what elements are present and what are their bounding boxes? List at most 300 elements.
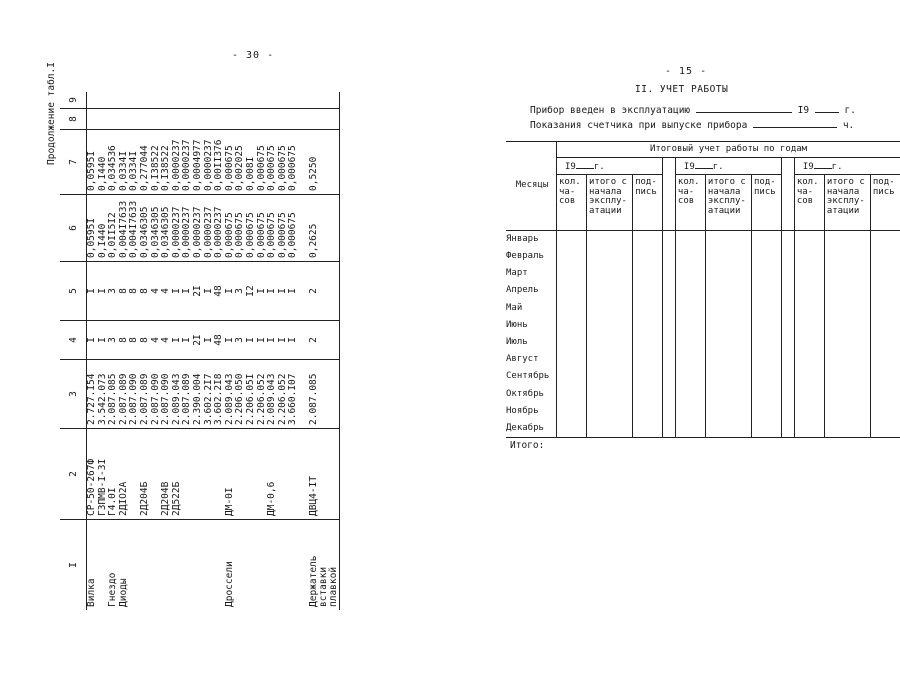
signature-cell[interactable] — [751, 386, 781, 403]
table-row — [193, 92, 204, 610]
cell-col-8 — [87, 109, 98, 130]
total-cell[interactable] — [824, 386, 870, 403]
cell-col-4: I — [182, 321, 193, 360]
cell-col-1 — [129, 520, 140, 611]
cell-col-3: 2.089.043 — [267, 360, 278, 429]
cell-col-7: 0,008I — [246, 130, 257, 195]
cell-col-6: 0,000675 — [257, 195, 268, 262]
hours-cell[interactable] — [675, 300, 705, 317]
total-label: Итого: — [510, 440, 545, 451]
hours-cell[interactable] — [794, 300, 824, 317]
hours-cell[interactable] — [794, 265, 824, 282]
cell-col-5: I — [182, 262, 193, 321]
total-cell[interactable] — [705, 334, 751, 351]
cell-col-4: 3 — [108, 321, 119, 360]
signature-cell[interactable] — [870, 386, 900, 403]
separator-cell — [781, 403, 794, 420]
table-header-row — [60, 92, 87, 610]
cell-col-7: 0,0334I — [129, 130, 140, 195]
cell-col-1: Дроссели — [223, 561, 235, 607]
total-since-start-subheader: итого с начала эксплу- атации — [705, 175, 751, 231]
cell-col-9 — [87, 92, 98, 109]
year-group-separator — [663, 158, 676, 231]
cell-col-3: 2.087.085 — [108, 360, 119, 429]
year-blank[interactable] — [814, 159, 832, 169]
hours-cell[interactable] — [794, 283, 824, 300]
separator-cell — [781, 351, 794, 368]
hours-cell[interactable] — [675, 420, 705, 438]
hours-cell[interactable] — [675, 265, 705, 282]
cell-col-4: I — [278, 321, 289, 360]
separator-cell — [663, 300, 676, 317]
cell-col-6: 0,0000237 — [172, 195, 183, 262]
cell-col-5: I — [98, 262, 109, 321]
cell-col-8 — [214, 109, 225, 130]
year-suffix: г. — [712, 162, 724, 173]
cell-col-4: I — [172, 321, 183, 360]
hours-cell[interactable] — [675, 386, 705, 403]
cell-col-5: I — [87, 262, 98, 321]
signature-cell[interactable] — [633, 231, 663, 249]
separator-cell — [663, 283, 676, 300]
cell-col-8 — [108, 109, 119, 130]
cell-col-8 — [257, 109, 268, 130]
signature-cell[interactable] — [751, 369, 781, 386]
cell-col-8 — [172, 109, 183, 130]
cell-col-1 — [151, 520, 162, 611]
cell-col-1 — [182, 520, 193, 611]
hours-cell[interactable] — [557, 386, 587, 403]
cell-col-1: Диоды — [117, 578, 129, 607]
cell-col-6: 0,0000237 — [182, 195, 193, 262]
signature-cell[interactable] — [870, 248, 900, 265]
signature-cell[interactable] — [751, 231, 781, 249]
year-header-3 — [794, 158, 900, 175]
cell-col-5: I — [225, 262, 236, 321]
cell-col-3: 2.206.052 — [257, 360, 268, 429]
cell-col-4: I — [87, 321, 98, 360]
cell-col-3: 2.390.004 — [193, 360, 204, 429]
month-label: Август — [506, 351, 557, 368]
hours-cell[interactable] — [557, 351, 587, 368]
cell-col-1 — [278, 520, 289, 611]
hours-cell[interactable] — [675, 369, 705, 386]
total-cell[interactable] — [587, 386, 633, 403]
separator-cell — [663, 317, 676, 334]
cell-col-6: 0,2625 — [309, 195, 340, 262]
cell-col-2 — [193, 429, 204, 520]
signature-cell[interactable] — [633, 386, 663, 403]
cell-col-2: Г4.0I — [108, 429, 119, 520]
total-cell[interactable] — [587, 231, 633, 249]
signature-cell[interactable] — [633, 351, 663, 368]
total-cell[interactable] — [705, 403, 751, 420]
cell-col-8 — [309, 109, 340, 130]
cell-col-3: 2.087.085 — [309, 360, 340, 429]
separator-cell — [781, 334, 794, 351]
month-label: Январь — [506, 231, 557, 249]
cell-col-4: I — [288, 321, 299, 360]
cell-col-5: 8 — [119, 262, 130, 321]
cell-col-9 — [182, 92, 193, 109]
cell-col-6: 0,0000237 — [214, 195, 225, 262]
cell-col-9 — [257, 92, 268, 109]
cell-col-8 — [182, 109, 193, 130]
cell-col-6: 0,0000237 — [193, 195, 204, 262]
total-cell[interactable] — [705, 248, 751, 265]
signature-cell[interactable] — [870, 283, 900, 300]
month-label: Март — [506, 265, 557, 282]
separator-cell — [781, 248, 794, 265]
cell-col-1 — [161, 520, 172, 611]
signature-cell[interactable] — [870, 369, 900, 386]
total-cell[interactable] — [705, 369, 751, 386]
cell-col-4: 48 — [214, 321, 225, 360]
cell-col-2: ДМ-0I — [225, 429, 236, 520]
components-table — [60, 92, 340, 610]
separator-cell — [781, 283, 794, 300]
cell-col-3: 2.206.05I — [246, 360, 257, 429]
year-suffix: г. — [593, 162, 605, 173]
cell-col-6: 0,000675 — [267, 195, 278, 262]
total-cell[interactable] — [824, 283, 870, 300]
signature-cell[interactable] — [633, 420, 663, 438]
signature-cell[interactable] — [870, 265, 900, 282]
column-header-7: 7 — [60, 130, 87, 195]
cell-col-3: 2.206.052 — [278, 360, 289, 429]
hours-cell[interactable] — [557, 369, 587, 386]
total-cell[interactable] — [587, 300, 633, 317]
total-cell[interactable] — [587, 248, 633, 265]
column-header-1: I — [60, 520, 87, 611]
cell-col-9 — [309, 92, 340, 109]
signature-cell[interactable] — [870, 231, 900, 249]
cell-col-5: 4 — [151, 262, 162, 321]
cell-col-1 — [288, 520, 299, 611]
total-cell[interactable] — [587, 283, 633, 300]
cell-col-4: I — [225, 321, 236, 360]
column-header-9: 9 — [60, 92, 87, 109]
table-continuation-label: Продолжение табл.I — [46, 62, 57, 165]
cell-col-4: I — [204, 321, 215, 360]
cell-col-7: 0,000675 — [278, 130, 289, 195]
signature-cell[interactable] — [870, 351, 900, 368]
signature-cell[interactable] — [751, 265, 781, 282]
separator-cell — [663, 248, 676, 265]
column-header-6: 6 — [60, 195, 87, 262]
month-row — [506, 300, 900, 317]
hours-cell[interactable] — [675, 403, 705, 420]
separator-cell — [663, 420, 676, 438]
hours-cell[interactable] — [557, 283, 587, 300]
signature-cell[interactable] — [751, 351, 781, 368]
cell-col-3: 3.542.073 — [98, 360, 109, 429]
signature-cell[interactable] — [870, 420, 900, 438]
signature-cell[interactable] — [751, 334, 781, 351]
month-row — [506, 265, 900, 282]
commissioning-date-blank[interactable] — [696, 103, 792, 113]
month-row — [506, 231, 900, 249]
total-cell[interactable] — [705, 265, 751, 282]
signature-cell[interactable] — [870, 334, 900, 351]
cell-col-9 — [235, 92, 246, 109]
cell-col-7: 0,0595I — [87, 130, 98, 195]
section-title: II. УЧЕТ РАБОТЫ — [635, 84, 729, 95]
signature-cell[interactable] — [751, 248, 781, 265]
cell-col-4: 8 — [119, 321, 130, 360]
cell-col-3: 3.660.I07 — [288, 360, 299, 429]
hours-cell[interactable] — [557, 265, 587, 282]
signature-cell[interactable] — [751, 283, 781, 300]
table-row — [140, 92, 151, 610]
column-header-2: 2 — [60, 429, 87, 520]
cell-col-2 — [246, 429, 257, 520]
cell-col-8 — [98, 109, 109, 130]
cell-col-7: 0,0004977 — [193, 130, 204, 195]
cell-col-9 — [214, 92, 225, 109]
cell-col-5: 3 — [235, 262, 246, 321]
signature-cell[interactable] — [633, 369, 663, 386]
total-cell[interactable] — [824, 265, 870, 282]
column-header-8: 8 — [60, 109, 87, 130]
month-label: Сентябрь — [506, 369, 557, 386]
cell-col-8 — [299, 109, 310, 130]
month-label: Июнь — [506, 317, 557, 334]
total-cell[interactable] — [587, 369, 633, 386]
cell-col-5: I — [172, 262, 183, 321]
cell-col-8 — [151, 109, 162, 130]
signature-cell[interactable] — [633, 317, 663, 334]
cell-col-3: 2.087.089 — [182, 360, 193, 429]
total-cell[interactable] — [587, 420, 633, 438]
year-header-2 — [675, 158, 781, 175]
months-header: Месяцы — [506, 142, 557, 231]
total-cell[interactable] — [824, 248, 870, 265]
cell-col-6: 0,0346305 — [151, 195, 162, 262]
cell-col-2 — [278, 429, 289, 520]
cell-col-3: 2.087.090 — [161, 360, 172, 429]
right-page — [450, 0, 900, 696]
cell-col-7: 0,00II376 — [214, 130, 225, 195]
signature-cell[interactable] — [751, 420, 781, 438]
signature-cell[interactable] — [633, 283, 663, 300]
table-row — [246, 92, 257, 610]
total-cell[interactable] — [587, 317, 633, 334]
cell-col-8 — [119, 109, 130, 130]
cell-col-4: 4 — [151, 321, 162, 360]
commissioning-label: Прибор введен в эксплуатацию — [530, 105, 691, 116]
month-row — [506, 403, 900, 420]
commissioning-year-blank[interactable] — [815, 103, 839, 113]
total-cell[interactable] — [824, 369, 870, 386]
cell-col-1 — [204, 520, 215, 611]
cell-col-9 — [129, 92, 140, 109]
cell-col-8 — [204, 109, 215, 130]
separator-cell — [781, 386, 794, 403]
signature-cell[interactable] — [633, 334, 663, 351]
year-blank[interactable] — [695, 159, 713, 169]
total-cell[interactable] — [587, 334, 633, 351]
total-cell[interactable] — [824, 334, 870, 351]
hours-cell[interactable] — [794, 420, 824, 438]
month-label: Апрель — [506, 283, 557, 300]
table-row — [87, 92, 98, 610]
cell-col-8 — [235, 109, 246, 130]
hours-cell[interactable] — [675, 248, 705, 265]
cell-col-7: 0,0000237 — [204, 130, 215, 195]
year-group-separator — [781, 158, 794, 231]
cell-col-6: 0,000675 — [288, 195, 299, 262]
cell-col-6: 0,000675 — [278, 195, 289, 262]
year-prefix: I9 — [565, 162, 576, 173]
cell-col-3: 2.727.I54 — [87, 360, 98, 429]
month-row — [506, 248, 900, 265]
cell-col-1 — [246, 520, 257, 611]
cell-col-9 — [299, 92, 310, 109]
total-cell[interactable] — [587, 403, 633, 420]
hours-cell[interactable] — [675, 283, 705, 300]
total-cell[interactable] — [824, 317, 870, 334]
separator-cell — [663, 403, 676, 420]
signature-cell[interactable] — [751, 300, 781, 317]
hours-cell[interactable] — [557, 420, 587, 438]
table-row — [309, 92, 340, 610]
cell-col-5: I — [288, 262, 299, 321]
hours-cell[interactable] — [675, 334, 705, 351]
hours-cell[interactable] — [794, 334, 824, 351]
cell-col-4: I — [257, 321, 268, 360]
hours-cell[interactable] — [557, 317, 587, 334]
signature-cell[interactable] — [633, 265, 663, 282]
month-row — [506, 369, 900, 386]
hours-cell[interactable] — [557, 300, 587, 317]
separator-cell — [781, 231, 794, 249]
total-cell[interactable] — [824, 351, 870, 368]
cell-col-8 — [288, 109, 299, 130]
commissioning-year-suffix: г. — [844, 105, 856, 116]
cell-col-9 — [140, 92, 151, 109]
signature-cell[interactable] — [870, 403, 900, 420]
column-header-4: 4 — [60, 321, 87, 360]
hours-cell[interactable] — [794, 231, 824, 249]
hours-cell[interactable] — [557, 334, 587, 351]
cell-col-4: I — [98, 321, 109, 360]
hours-cell[interactable] — [794, 248, 824, 265]
hours-cell[interactable] — [794, 351, 824, 368]
hours-cell[interactable] — [794, 317, 824, 334]
month-row — [506, 283, 900, 300]
hours-cell[interactable] — [675, 317, 705, 334]
summary-header: Итоговый учет работы по годам — [557, 142, 900, 158]
cell-col-6: 0,0346305 — [161, 195, 172, 262]
total-cell[interactable] — [705, 317, 751, 334]
hours-cell[interactable] — [675, 351, 705, 368]
total-cell[interactable] — [705, 386, 751, 403]
hours-cell[interactable] — [675, 231, 705, 249]
cell-col-2 — [288, 429, 299, 520]
signature-subheader: под- пись — [870, 175, 900, 231]
counter-value-blank[interactable] — [753, 118, 837, 128]
hours-cell[interactable] — [794, 403, 824, 420]
page-number-left: - 30 - — [232, 50, 275, 61]
total-cell[interactable] — [824, 420, 870, 438]
total-cell[interactable] — [824, 403, 870, 420]
cell-col-7: 0,0000237 — [172, 130, 183, 195]
month-label: Ноябрь — [506, 403, 557, 420]
hours-cell[interactable] — [557, 403, 587, 420]
signature-cell[interactable] — [751, 317, 781, 334]
cell-col-7: 0,000675 — [288, 130, 299, 195]
total-cell[interactable] — [587, 265, 633, 282]
total-cell[interactable] — [705, 300, 751, 317]
total-cell[interactable] — [705, 283, 751, 300]
cell-col-8 — [193, 109, 204, 130]
cell-col-1: Держатель вставки плавкой — [309, 520, 340, 611]
total-cell[interactable] — [824, 231, 870, 249]
hours-cell[interactable] — [794, 369, 824, 386]
total-cell[interactable] — [705, 351, 751, 368]
signature-cell[interactable] — [633, 248, 663, 265]
cell-col-7: 0,034536 — [108, 130, 119, 195]
cell-col-9 — [193, 92, 204, 109]
cell-col-5: 3 — [108, 262, 119, 321]
cell-col-4: 8 — [140, 321, 151, 360]
cell-col-1 — [140, 520, 151, 611]
cell-col-7: 0,5250 — [309, 130, 340, 195]
separator-cell — [663, 369, 676, 386]
year-prefix: I9 — [802, 162, 814, 173]
signature-cell[interactable] — [870, 317, 900, 334]
cell-col-9 — [172, 92, 183, 109]
column-header-3: 3 — [60, 360, 87, 429]
cell-col-1 — [193, 520, 204, 611]
total-cell[interactable] — [705, 420, 751, 438]
cell-col-8 — [161, 109, 172, 130]
cell-col-6: 0,000675 — [235, 195, 246, 262]
cell-col-3: 2.087.090 — [129, 360, 140, 429]
cell-col-2: ГЗПМВ-I-3I — [98, 429, 109, 520]
hours-cell[interactable] — [794, 386, 824, 403]
signature-cell[interactable] — [751, 403, 781, 420]
cell-col-7: 0,I38522 — [161, 130, 172, 195]
cell-col-1 — [235, 520, 246, 611]
signature-cell[interactable] — [870, 300, 900, 317]
month-label: Июль — [506, 334, 557, 351]
signature-subheader: под- пись — [633, 175, 663, 231]
total-cell[interactable] — [824, 300, 870, 317]
year-blank[interactable] — [576, 159, 594, 169]
counter-unit: ч. — [842, 120, 855, 131]
cell-col-4: I — [246, 321, 257, 360]
total-cell[interactable] — [705, 231, 751, 249]
total-cell[interactable] — [587, 351, 633, 368]
cell-col-7: 0,I440 — [98, 130, 109, 195]
cell-col-3: 2.089.043 — [225, 360, 236, 429]
signature-cell[interactable] — [633, 300, 663, 317]
cell-col-1: Гнездо — [107, 572, 119, 607]
cell-col-7: 0,000675 — [225, 130, 236, 195]
signature-cell[interactable] — [633, 403, 663, 420]
hours-cell[interactable] — [557, 231, 587, 249]
hours-subheader: кол. ча- сов — [557, 175, 587, 231]
cell-col-4: 2I — [193, 321, 204, 360]
cell-col-3: 2.087.090 — [151, 360, 162, 429]
hours-cell[interactable] — [557, 248, 587, 265]
cell-col-6: 0,000675 — [246, 195, 257, 262]
column-header-5: 5 — [60, 262, 87, 321]
cell-col-9 — [98, 92, 109, 109]
cell-col-3: 2.089.043 — [172, 360, 183, 429]
